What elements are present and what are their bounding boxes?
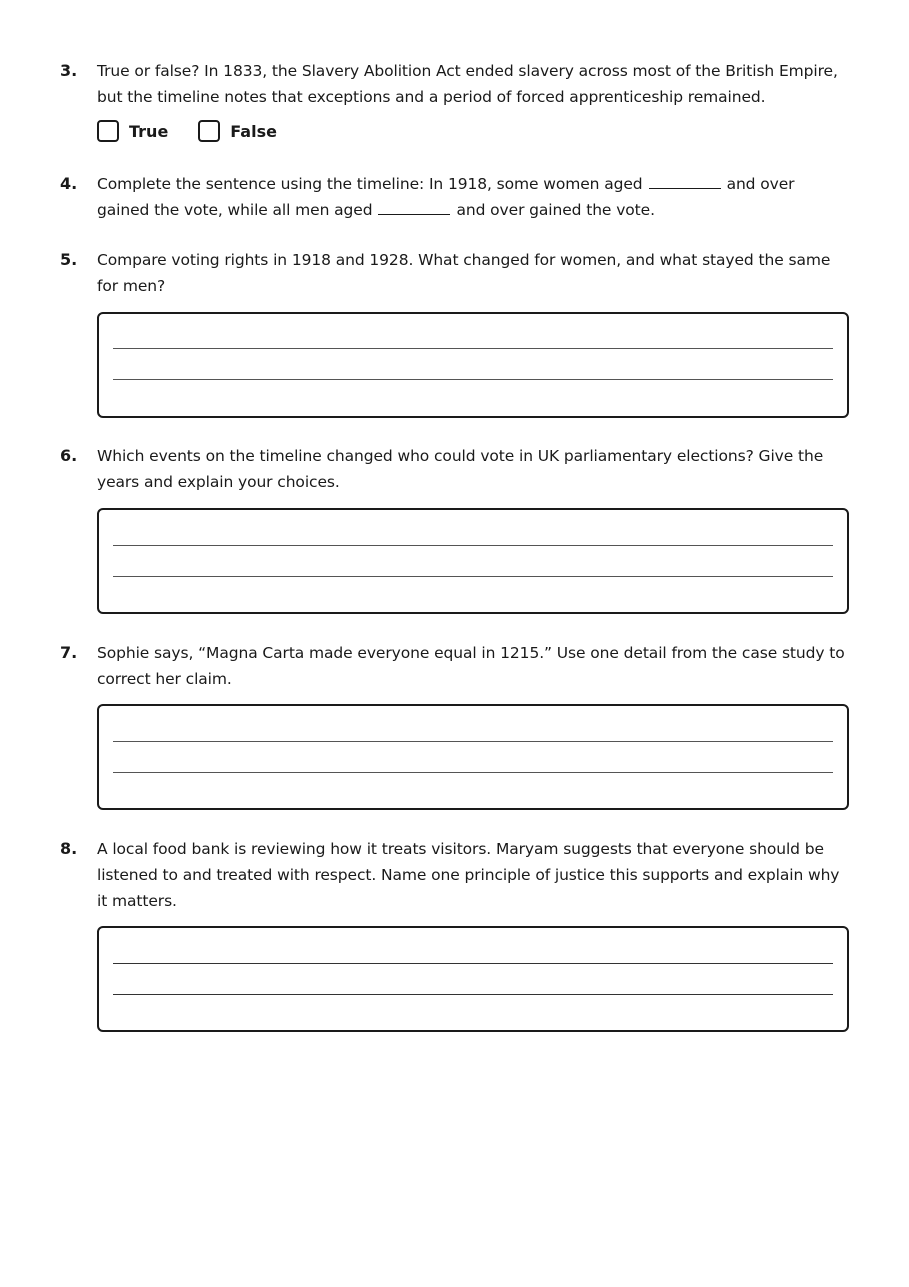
answer-box-6[interactable] — [97, 508, 849, 614]
false-label: False — [230, 121, 277, 141]
question-number: 7. — [60, 643, 78, 662]
sentence-part-1: Complete the sentence using the timeline: In 1918, some women aged — [97, 175, 643, 193]
answer-line — [113, 994, 833, 995]
question-number: 6. — [60, 446, 78, 465]
answer-box-5[interactable] — [97, 312, 849, 418]
question-text: Compare voting rights in 1918 and 1928. What changed for women, and what stayed the same for men? — [97, 251, 831, 295]
age-blank-women[interactable] — [649, 172, 721, 189]
answer-line — [113, 963, 833, 964]
true-false-options — [97, 120, 307, 142]
true-label: True — [129, 121, 169, 141]
answer-line — [113, 545, 833, 546]
question-text: True or false? In 1833, the Slavery Abolition Act ended slavery across most of the British Empire, but the timeline notes that exceptions and a period of forced apprenticeship remained. — [97, 62, 838, 106]
question-text: A local food bank is reviewing how it treats visitors. Maryam suggests that everyone should be listened to and treated with respect. Name one principle of justice this supports and explain why it matters. — [97, 840, 840, 910]
question-number: 8. — [60, 839, 78, 858]
question-text: Sophie says, “Magna Carta made everyone equal in 1215.” Use one detail from the case study to correct her claim. — [97, 644, 845, 688]
false-checkbox[interactable] — [198, 120, 220, 142]
sentence-part-3: and over gained the vote. — [456, 201, 655, 219]
question-number: 3. — [60, 61, 78, 80]
question-8 — [60, 836, 860, 916]
question-number: 4. — [60, 174, 78, 193]
true-option[interactable] — [97, 120, 168, 142]
true-checkbox[interactable] — [97, 120, 119, 142]
age-blank-men[interactable] — [378, 198, 450, 215]
answer-line — [113, 379, 833, 380]
question-number: 5. — [60, 250, 78, 269]
question-5 — [60, 247, 860, 307]
answer-line — [113, 576, 833, 577]
question-6 — [60, 443, 860, 503]
answer-box-8[interactable] — [97, 926, 849, 1032]
sentence-part-2: and over gained the vote, while all men aged — [97, 175, 795, 219]
question-7 — [60, 640, 860, 700]
answer-line — [113, 348, 833, 349]
question-4 — [60, 171, 860, 231]
answer-line — [113, 772, 833, 773]
false-option[interactable] — [198, 120, 277, 142]
question-text: Which events on the timeline changed who could vote in UK parliamentary elections? Give the years and explain your choices. — [97, 447, 824, 491]
question-3 — [60, 58, 860, 158]
answer-line — [113, 741, 833, 742]
question-text — [97, 171, 817, 223]
answer-box-7[interactable] — [97, 704, 849, 810]
